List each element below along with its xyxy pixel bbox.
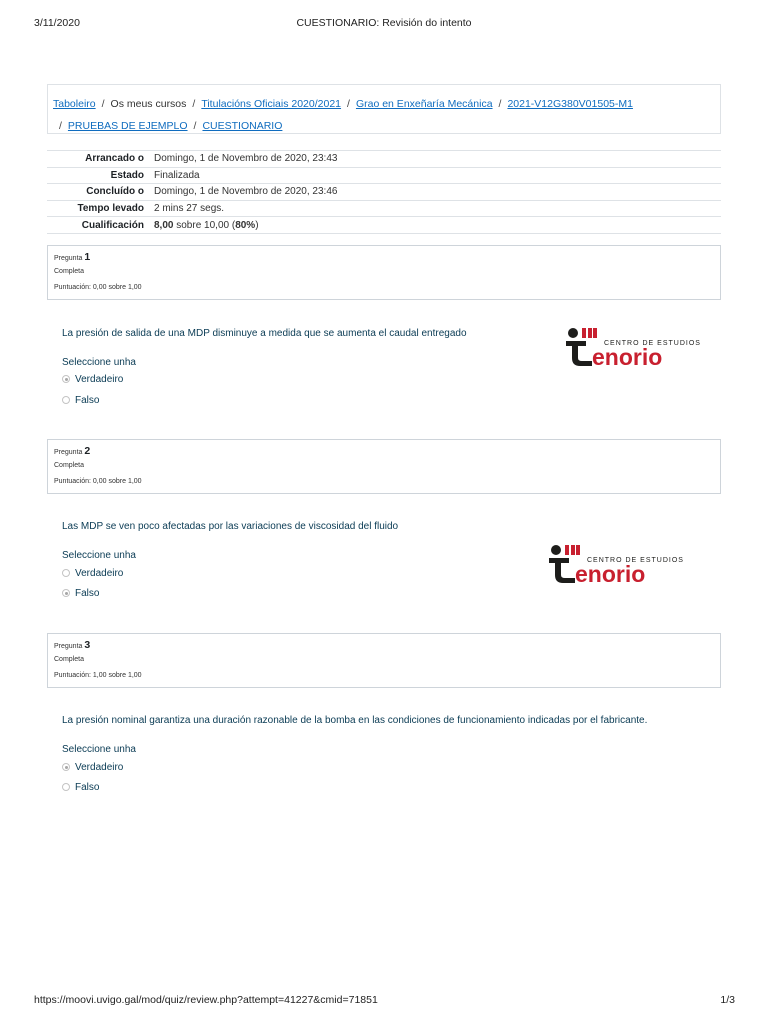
question-points: Puntuación: 1,00 sobre 1,00	[54, 672, 142, 679]
radio-unchecked-icon[interactable]	[62, 783, 70, 791]
logo-bar-icon	[565, 545, 569, 555]
answer-option-label: Verdadeiro	[75, 568, 124, 579]
breadcrumb-section-link[interactable]: PRUEBAS DE EJEMPLO	[67, 120, 188, 132]
question-label: Pregunta	[54, 255, 83, 262]
radio-unchecked-icon[interactable]	[62, 396, 70, 404]
grade-close: )	[255, 219, 259, 231]
grade-score: 8,00	[154, 219, 174, 231]
breadcrumb-separator: /	[193, 120, 197, 132]
breadcrumb-separator: /	[101, 98, 105, 110]
attempt-summary-table	[47, 150, 721, 234]
question-text: La presión nominal garantiza una duración razonable de la bomba en las condiciones de funcionamiento indicadas por el fabricante.	[62, 715, 648, 726]
question-info	[47, 245, 721, 300]
summary-row-completed	[47, 184, 721, 201]
breadcrumb-degrees-link[interactable]: Titulacións Oficiais 2020/2021	[201, 98, 342, 110]
summary-label: Cualificación	[81, 219, 144, 231]
tenorio-logo	[564, 326, 714, 368]
answer-option-label: Falso	[75, 782, 100, 793]
tenorio-logo	[547, 543, 697, 585]
question-state: Completa	[54, 462, 84, 469]
answer-option[interactable]	[62, 761, 123, 775]
breadcrumb	[47, 84, 721, 134]
question-number-value: 1	[84, 251, 91, 263]
breadcrumb-separator: /	[498, 98, 502, 110]
summary-value: Domingo, 1 de Novembro de 2020, 23:43	[154, 153, 338, 165]
breadcrumb-separator: /	[347, 98, 350, 110]
summary-row-time-taken	[47, 200, 721, 217]
question-number	[54, 251, 720, 264]
question-state: Completa	[54, 268, 84, 275]
answer-option-label: Verdadeiro	[75, 374, 124, 385]
summary-label: Estado	[110, 169, 144, 181]
answer-option[interactable]	[62, 781, 99, 795]
question-label: Pregunta	[54, 449, 83, 456]
logo-name: enorio	[592, 344, 663, 368]
logo-tagline: CENTRO DE ESTUDIOS	[587, 557, 684, 564]
answer-option[interactable]	[62, 567, 123, 581]
print-page-number: 1/3	[720, 994, 735, 1006]
radio-unchecked-icon[interactable]	[62, 569, 70, 577]
question-text: La presión de salida de una MDP disminuye a medida que se aumenta el caudal entregado	[62, 328, 467, 339]
summary-label: Arrancado o	[85, 153, 144, 165]
logo-bar-icon	[582, 328, 586, 338]
question-state: Completa	[54, 656, 84, 663]
answer-option[interactable]	[62, 587, 99, 601]
radio-checked-icon[interactable]	[62, 763, 70, 771]
question-prompt: Seleccione unha	[62, 357, 136, 368]
logo-name: enorio	[575, 561, 646, 585]
summary-row-started	[47, 151, 721, 168]
radio-checked-icon[interactable]	[62, 589, 70, 597]
print-footer	[0, 994, 768, 1008]
question-info	[47, 633, 721, 688]
question-prompt: Seleccione unha	[62, 744, 136, 755]
grade-percent: 80%	[235, 219, 256, 231]
logo-bar-icon	[588, 328, 592, 338]
answer-option-label: Verdadeiro	[75, 762, 124, 773]
question-number	[54, 639, 720, 652]
breadcrumb-separator: /	[192, 98, 196, 110]
summary-value: Domingo, 1 de Novembro de 2020, 23:46	[154, 186, 338, 198]
logo-bar-icon	[593, 328, 597, 338]
question-points: Puntuación: 0,00 sobre 1,00	[54, 284, 142, 291]
logo-tagline: CENTRO DE ESTUDIOS	[604, 340, 701, 347]
answer-option-label: Falso	[75, 588, 100, 599]
logo-dot-icon	[568, 328, 578, 338]
question-points: Puntuación: 0,00 sobre 1,00	[54, 478, 142, 485]
summary-row-state	[47, 167, 721, 184]
grade-out-of: sobre 10,00 (	[176, 219, 236, 231]
question-prompt: Seleccione unha	[62, 550, 136, 561]
breadcrumb-mechanical-degree-link[interactable]: Grao en Enxeñaría Mecánica	[355, 98, 493, 110]
breadcrumb-separator: /	[59, 120, 62, 132]
summary-label: Concluído o	[86, 186, 144, 198]
logo-dot-icon	[551, 545, 561, 555]
print-header	[0, 17, 768, 31]
question-text: Las MDP se ven poco afectadas por las variaciones de viscosidad del fluido	[62, 521, 399, 532]
answer-option[interactable]	[62, 373, 123, 387]
breadcrumb-my-courses: Os meus cursos	[110, 98, 187, 110]
summary-value: Finalizada	[154, 169, 200, 181]
summary-row-grade	[47, 217, 721, 234]
summary-grade-value	[150, 217, 721, 234]
summary-value: 2 mins 27 segs.	[154, 203, 225, 215]
radio-checked-icon[interactable]	[62, 375, 70, 383]
answer-option-label: Falso	[75, 395, 100, 406]
question-number-value: 3	[84, 639, 91, 651]
question-number-value: 2	[84, 445, 91, 457]
breadcrumb-dashboard-link[interactable]: Taboleiro	[53, 98, 96, 110]
print-date: 3/11/2020	[34, 17, 80, 29]
print-url: https://moovi.uvigo.gal/mod/quiz/review.php?attempt=41227&cmid=71851	[34, 994, 378, 1006]
logo-bar-icon	[576, 545, 580, 555]
logo-bar-icon	[571, 545, 575, 555]
summary-label: Tempo levado	[77, 203, 144, 215]
question-number	[54, 445, 720, 458]
question-info	[47, 439, 721, 494]
answer-option[interactable]	[62, 394, 99, 408]
breadcrumb-course-link[interactable]: 2021-V12G380V01505-M1	[507, 98, 633, 110]
question-label: Pregunta	[54, 643, 83, 650]
print-title: CUESTIONARIO: Revisión do intento	[296, 17, 472, 29]
breadcrumb-quiz-link[interactable]: CUESTIONARIO	[202, 120, 283, 132]
